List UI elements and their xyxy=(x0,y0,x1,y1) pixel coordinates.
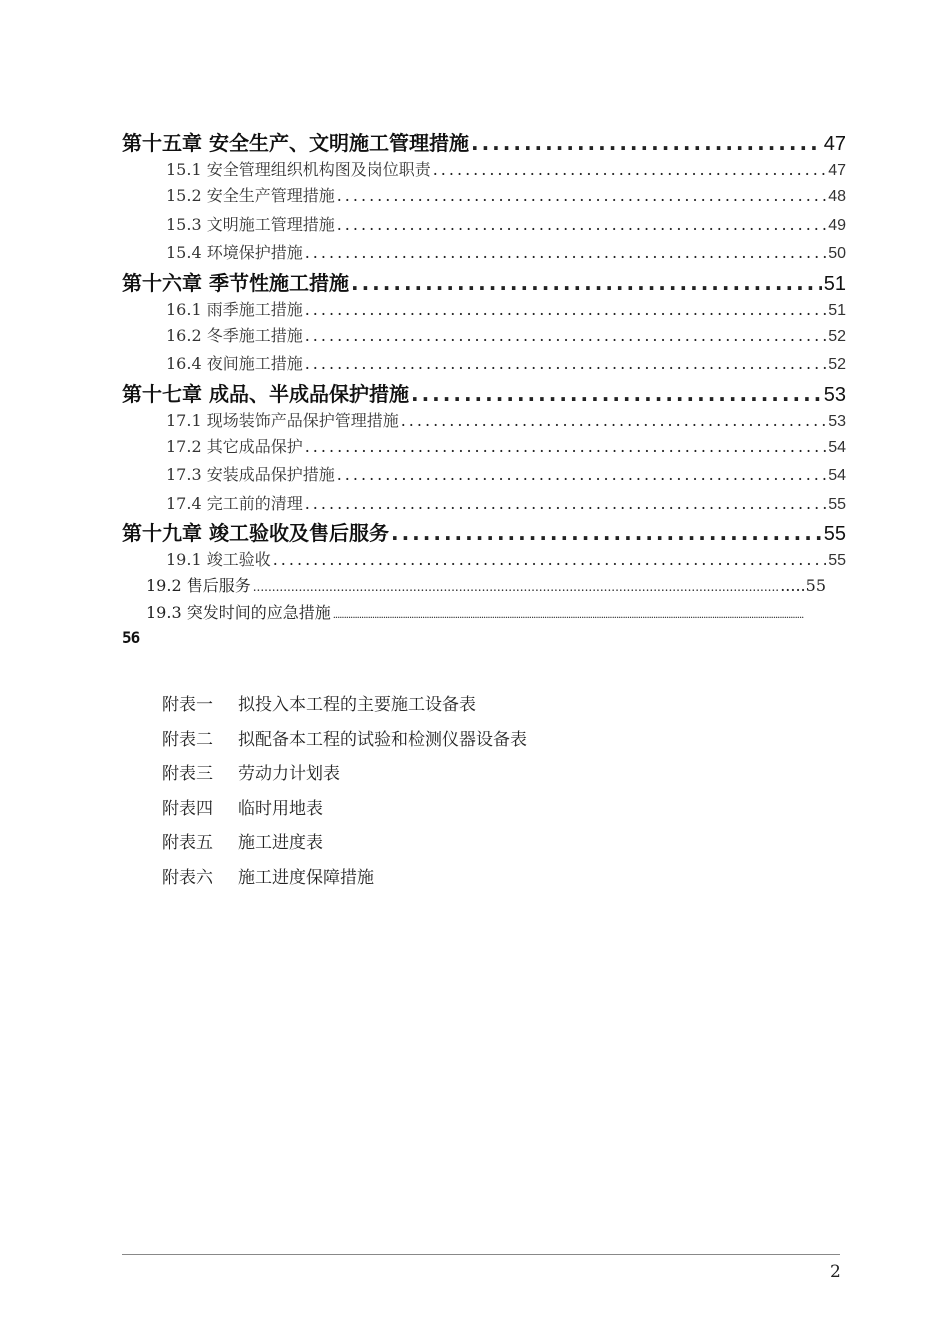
appendix-item xyxy=(162,826,527,861)
toc-page-number: 50 xyxy=(828,245,846,262)
toc-page-number: 49 xyxy=(828,216,846,234)
toc-section-17-4[interactable] xyxy=(122,490,846,519)
toc-section-17-1[interactable] xyxy=(122,409,846,433)
toc-section-19-3[interactable] xyxy=(122,599,846,626)
toc-leader-dots xyxy=(471,128,822,158)
toc-section-16-1[interactable] xyxy=(122,298,846,322)
toc-leader-dots xyxy=(351,268,822,298)
toc-section-19-1[interactable] xyxy=(122,548,846,572)
toc-page-number: .....55 xyxy=(780,576,826,595)
appendix-item xyxy=(162,757,527,792)
toc-leader-dots xyxy=(411,379,822,409)
page-number: 2 xyxy=(830,1262,841,1282)
appendix-label: 附表四 xyxy=(162,798,213,819)
toc-page-number: 51 xyxy=(823,272,846,295)
toc-leader-dots xyxy=(273,548,826,572)
toc-page-number: 55 xyxy=(823,523,846,545)
toc-leader-dots xyxy=(337,211,826,240)
footer-divider xyxy=(122,1254,840,1255)
toc-entry-title: 第十六章 季节性施工措施 xyxy=(122,270,349,295)
toc-leader-dots xyxy=(333,602,844,629)
toc-leader-dots xyxy=(305,239,826,268)
toc-leader-dots xyxy=(337,182,826,211)
toc-entry-title: 17.3 安装成品保护措施 xyxy=(166,465,335,484)
toc-entry-title: 17.2 其它成品保护 xyxy=(166,436,303,456)
toc-section-19-2[interactable] xyxy=(122,572,826,599)
toc-page-number: 47 xyxy=(823,133,846,155)
toc-entry-title: 第十七章 成品、半成品保护措施 xyxy=(122,381,409,406)
toc-leader-dots xyxy=(433,158,826,182)
toc-entry-title: 16.2 冬季施工措施 xyxy=(166,325,303,345)
toc-page-number: 48 xyxy=(828,188,846,205)
toc-chapter-16[interactable] xyxy=(122,268,846,298)
appendix-list xyxy=(162,688,527,895)
appendix-label: 附表一 xyxy=(162,695,213,715)
appendix-label: 附表二 xyxy=(162,729,213,750)
appendix-title: 拟配备本工程的试验和检测仪器设备表 xyxy=(238,729,527,750)
toc-page-number: 47 xyxy=(828,162,846,179)
toc-section-15-4[interactable] xyxy=(122,239,846,268)
toc-entry-title: 15.2 安全生产管理措施 xyxy=(166,186,335,205)
toc-entry-title: 16.1 雨季施工措施 xyxy=(166,299,303,319)
toc-entry-title: 15.4 环境保护措施 xyxy=(166,243,303,262)
toc-section-15-3[interactable] xyxy=(122,211,846,240)
appendix-title: 劳动力计划表 xyxy=(238,764,340,784)
toc-page-number: 54 xyxy=(828,438,846,456)
toc-page-number: 55 xyxy=(828,552,846,569)
toc-entry-title: 15.1 安全管理组织机构图及岗位职责 xyxy=(166,160,431,179)
toc-leader-dots xyxy=(305,298,826,322)
toc-chapter-19[interactable] xyxy=(122,518,846,548)
toc-entry-title: 17.1 现场装饰产品保护管理措施 xyxy=(166,410,399,430)
toc-leader-dots xyxy=(305,350,826,379)
toc-leader-dots xyxy=(401,409,826,433)
toc-entry-title: 17.4 完工前的清理 xyxy=(166,493,303,513)
toc-entry-title: 19.3 突发时间的应急措施 xyxy=(146,603,331,622)
toc-entry-title: 16.4 夜间施工措施 xyxy=(166,354,303,373)
toc-page-number: 54 xyxy=(828,467,846,484)
appendix-label: 附表五 xyxy=(162,833,213,853)
toc-page-number: 53 xyxy=(823,383,846,406)
appendix-item xyxy=(162,723,527,758)
toc-entry-title: 第十五章 安全生产、文明施工管理措施 xyxy=(122,131,469,155)
appendix-item xyxy=(162,688,527,723)
appendix-item xyxy=(162,792,527,827)
appendix-title: 施工进度保障措施 xyxy=(238,867,374,888)
toc-entry-title: 19.2 售后服务 xyxy=(146,576,251,595)
toc-section-15-2[interactable] xyxy=(122,182,846,211)
toc-page-number-wrapped: 56 xyxy=(122,628,140,647)
toc-leader-dots xyxy=(391,518,822,548)
toc-section-17-3[interactable] xyxy=(122,461,846,490)
toc-chapter-15[interactable] xyxy=(122,128,846,158)
appendix-item xyxy=(162,861,527,896)
toc-section-15-1[interactable] xyxy=(122,158,846,182)
toc-entry-title: 15.3 文明施工管理措施 xyxy=(166,214,335,234)
appendix-title: 临时用地表 xyxy=(238,798,323,819)
toc-leader-dots xyxy=(253,574,778,601)
toc-page-number: 53 xyxy=(828,412,846,430)
table-of-contents xyxy=(122,128,846,650)
appendix-title: 施工进度表 xyxy=(238,833,323,853)
toc-leader-dots xyxy=(305,322,826,351)
toc-section-16-2[interactable] xyxy=(122,322,846,351)
toc-leader-dots xyxy=(337,461,826,490)
toc-entry-title: 19.1 竣工验收 xyxy=(166,550,271,569)
toc-page-number: 52 xyxy=(828,327,846,345)
appendix-label: 附表三 xyxy=(162,764,213,784)
toc-chapter-17[interactable] xyxy=(122,379,846,409)
toc-section-16-4[interactable] xyxy=(122,350,846,379)
toc-page-number: 52 xyxy=(828,356,846,373)
toc-page-number: 55 xyxy=(828,495,846,513)
toc-section-17-2[interactable] xyxy=(122,433,846,462)
toc-page-number: 51 xyxy=(828,301,846,319)
toc-leader-dots xyxy=(305,490,826,519)
toc-leader-dots xyxy=(305,433,826,462)
toc-entry-title: 第十九章 竣工验收及售后服务 xyxy=(122,521,389,545)
appendix-label: 附表六 xyxy=(162,867,213,888)
appendix-title: 拟投入本工程的主要施工设备表 xyxy=(238,695,476,715)
